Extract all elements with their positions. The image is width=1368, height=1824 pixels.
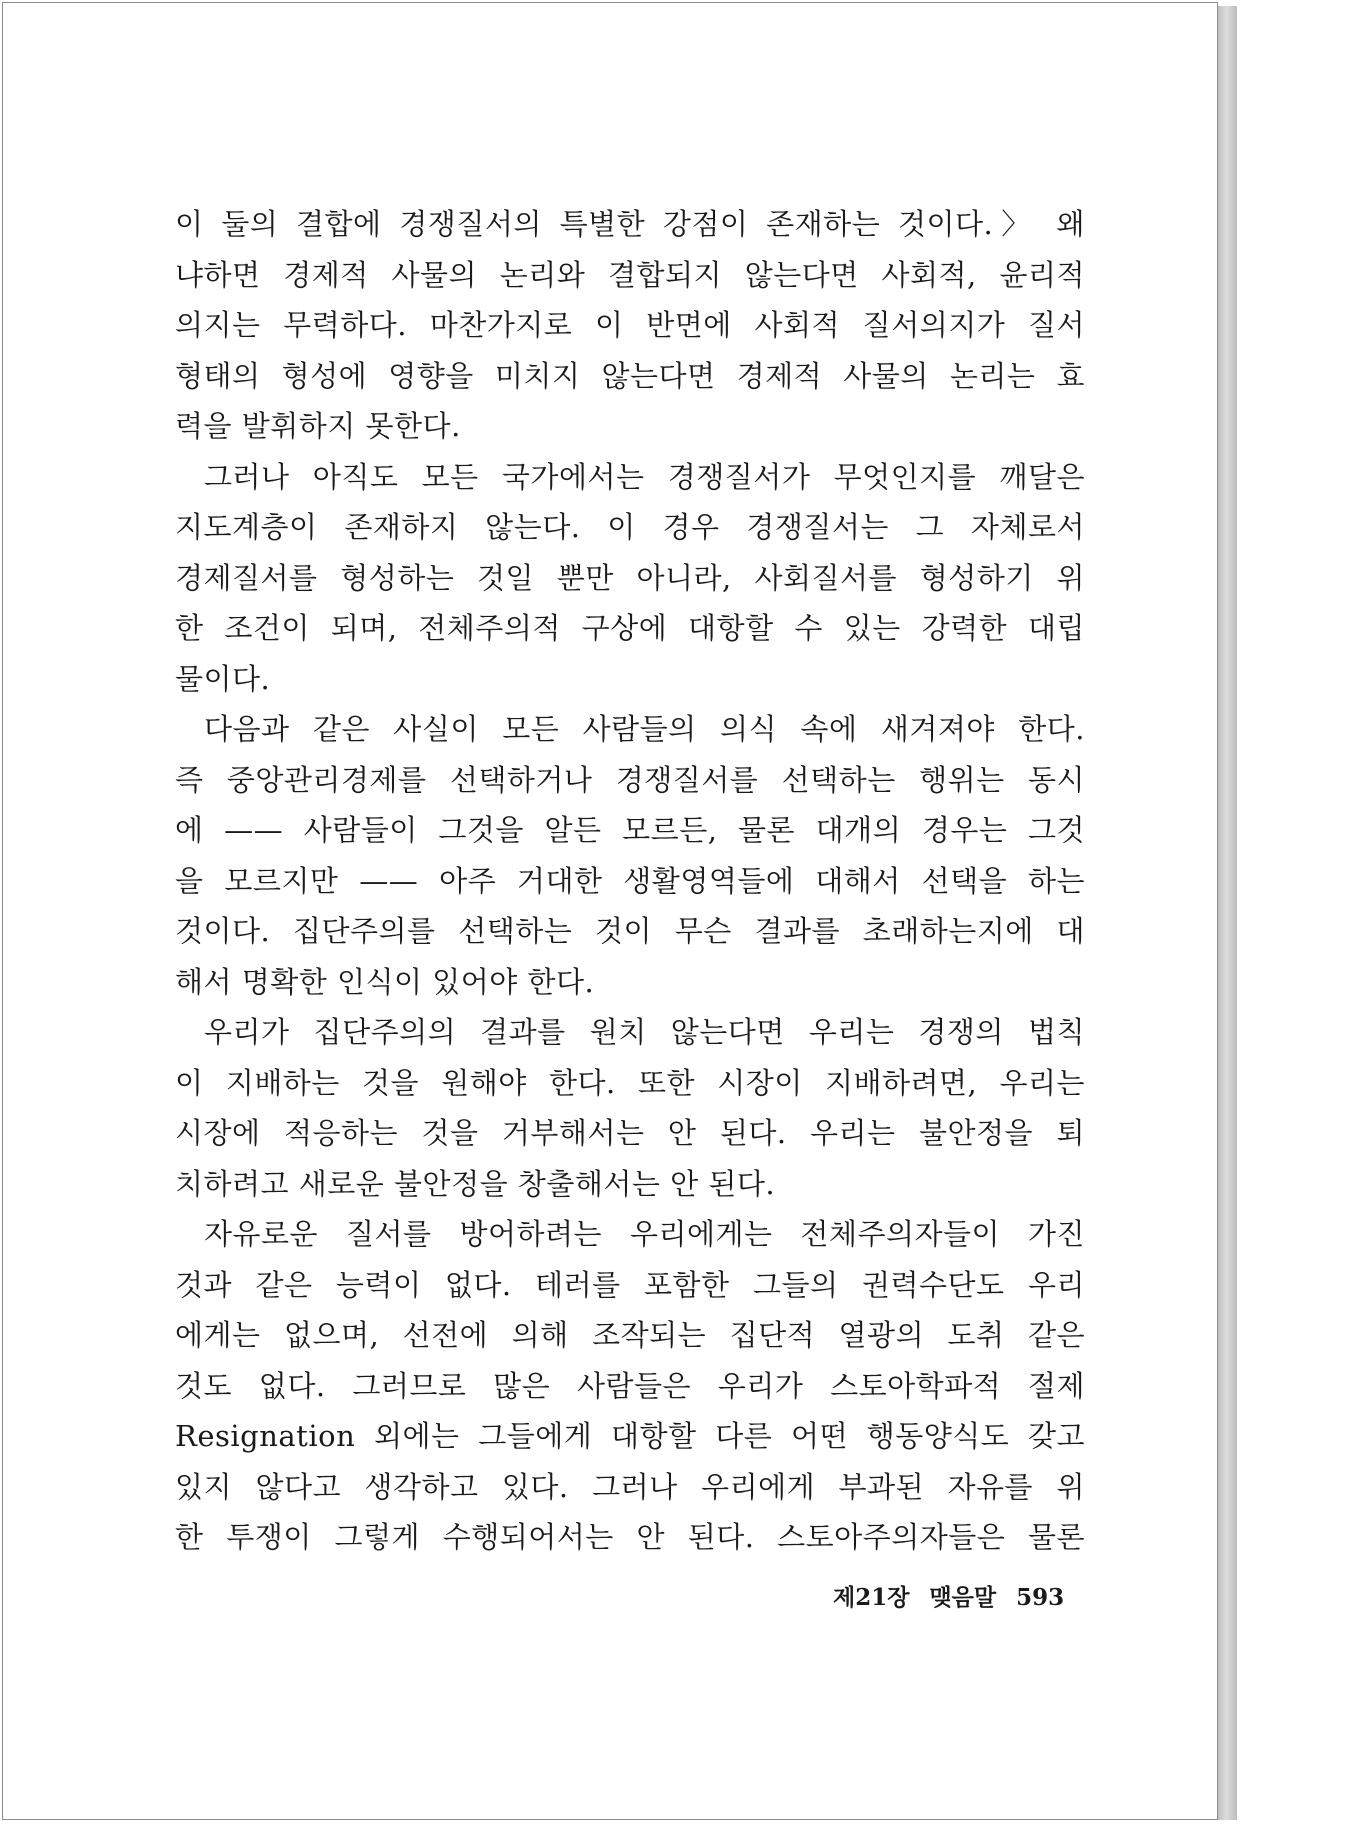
text-line: 자유로운 질서를 방어하려는 우리에게는 전체주의자들이 가진 (204, 1217, 1085, 1251)
text-line: 에게는 없으며, 선전에 의해 조작되는 집단적 열광의 도취 같은 (175, 1318, 1085, 1352)
text-line: 시장에 적응하는 것을 거부해서는 안 된다. 우리는 불안정을 퇴 (175, 1116, 1085, 1150)
text-line: 냐하면 경제적 사물의 논리와 결합되지 않는다면 사회적, 윤리적 (175, 257, 1085, 292)
text-line: 것도 없다. 그러므로 많은 사람들은 우리가 스토아학파적 절제 (175, 1368, 1085, 1403)
footer-chapter: 제21장 (833, 1584, 910, 1611)
text-line: 우리가 집단주의의 결과를 원치 않는다면 우리는 경쟁의 법칙 (204, 1015, 1085, 1049)
text-line: 다음과 같은 사실이 모든 사람들의 의식 속에 새겨져야 한다. (204, 712, 1085, 746)
text-line: 한 조건이 되며, 전체주의적 구상에 대항할 수 있는 강력한 대립 (175, 611, 1085, 645)
text-line: 물이다. (175, 661, 271, 696)
text-line: 이 둘의 결합에 경쟁질서의 특별한 강점이 존재하는 것이다.〉 왜 (175, 207, 1085, 241)
text-line: 치하려고 새로운 불안정을 창출해서는 안 된다. (175, 1166, 776, 1201)
page-number: 593 (1016, 1584, 1065, 1611)
footer-section: 맺음말 (929, 1584, 997, 1611)
text-line: 이 지배하는 것을 원해야 한다. 또한 시장이 지배하려면, 우리는 (175, 1065, 1085, 1100)
running-footer (833, 1579, 1065, 1612)
text-line: 한 투쟁이 그렇게 수행되어서는 안 된다. 스토아주의자들은 물론 (175, 1520, 1085, 1554)
text-line: 에 —— 사람들이 그것을 알든 모르든, 물론 대개의 경우는 그것 (175, 813, 1085, 847)
text-line: 을 모르지만 —— 아주 거대한 생활영역들에 대해서 선택을 하는 (175, 863, 1085, 898)
text-line: 의지는 무력하다. 마찬가지로 이 반면에 사회적 질서의지가 질서 (175, 308, 1085, 342)
text-line: 것이다. 집단주의를 선택하는 것이 무슨 결과를 초래하는지에 대 (175, 914, 1085, 948)
text-line: 해서 명확한 인식이 있어야 한다. (175, 964, 595, 999)
text-line: 형태의 형성에 영향을 미치지 않는다면 경제적 사물의 논리는 효 (175, 358, 1085, 393)
text-line: 경제질서를 형성하는 것일 뿐만 아니라, 사회질서를 형성하기 위 (175, 560, 1085, 595)
text-line: 력을 발휘하지 못한다. (175, 409, 461, 443)
text-line: 것과 같은 능력이 없다. 테러를 포함한 그들의 권력수단도 우리 (175, 1267, 1085, 1302)
text-line: 그러나 아직도 모든 국가에서는 경쟁질서가 무엇인지를 깨달은 (204, 459, 1085, 494)
text-line: Resignation 외에는 그들에게 대항할 다른 어떤 행동양식도 갖고 (175, 1419, 1085, 1453)
text-line: 즉 중앙관리경제를 선택하거나 경쟁질서를 선택하는 행위는 동시 (175, 762, 1085, 797)
text-line: 지도계층이 존재하지 않는다. 이 경우 경쟁질서는 그 자체로서 (175, 510, 1085, 544)
body-text (175, 199, 1085, 1563)
text-line: 있지 않다고 생각하고 있다. 그러나 우리에게 부과된 자유를 위 (175, 1469, 1085, 1504)
book-page (2, 2, 1218, 1820)
